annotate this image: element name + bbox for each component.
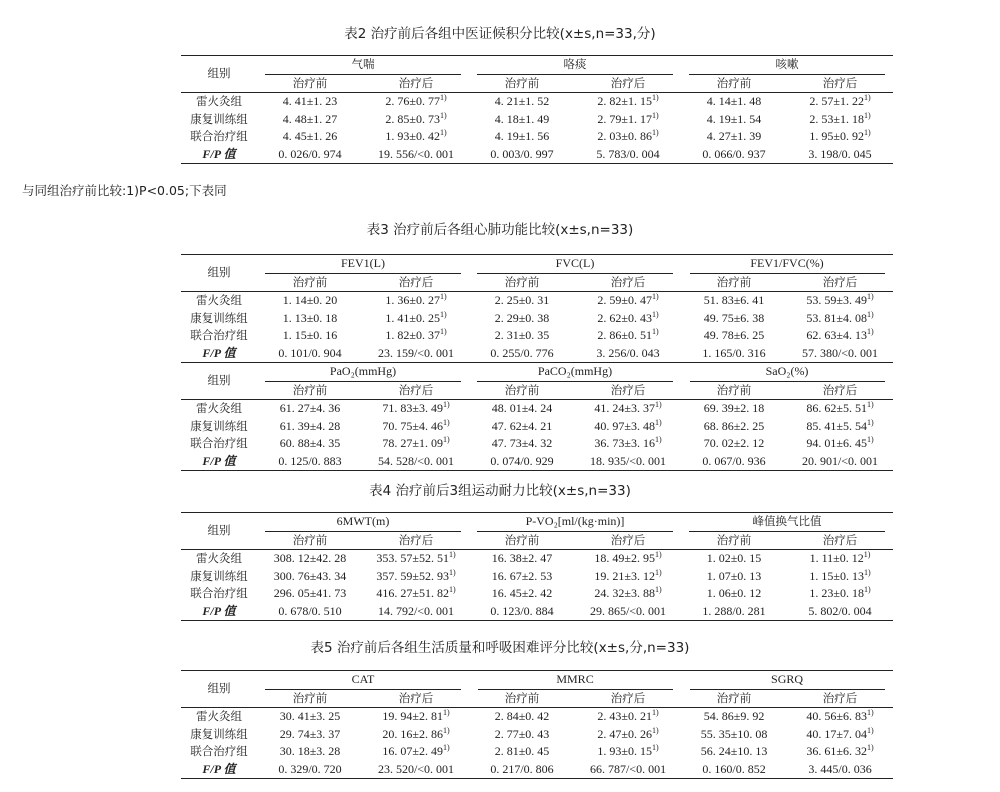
- significance-marker: 1): [651, 708, 659, 717]
- table-cell: 68. 86±2. 25: [703, 418, 765, 433]
- table-cell: 16. 67±2. 53: [491, 568, 553, 583]
- fp-row: [181, 761, 893, 779]
- table-cell: 30. 41±3. 25: [279, 709, 341, 723]
- table-cell: 2. 84±0. 42: [494, 709, 550, 723]
- table-cell: 69. 39±2. 18: [703, 401, 765, 415]
- table-cell: 357. 59±52. 93$^{1)}$: [376, 567, 456, 583]
- table-row: [181, 128, 893, 146]
- table-row: [181, 568, 893, 586]
- significance-marker: 1): [442, 743, 450, 752]
- table-row: [181, 327, 893, 345]
- table-cell: 1. 06±0. 12: [706, 586, 762, 600]
- table-cell: 24. 32±3. 88$^{1)}$: [594, 585, 662, 600]
- fp-value: 1. 165/0. 316: [681, 345, 787, 363]
- before-header: 治疗前: [257, 382, 363, 400]
- after-header: 治疗后: [575, 274, 681, 292]
- significance-marker: 1): [863, 128, 871, 137]
- significance-marker: 1): [439, 110, 447, 120]
- row-group-name: 联合治疗组: [190, 129, 248, 143]
- row-group-name: 雷火灸组: [196, 401, 242, 415]
- significance-marker: 1): [439, 93, 447, 102]
- before-header: 治疗前: [469, 382, 575, 400]
- table-cell: 16. 45±2. 42: [491, 586, 553, 600]
- before-header: 治疗前: [469, 274, 575, 292]
- table-cell: 4. 18±1. 49: [494, 111, 550, 126]
- significance-marker: 1): [654, 585, 662, 594]
- table-cell: 2. 25±0. 31: [494, 293, 550, 307]
- fp-value: 19. 556/<0. 001: [363, 146, 469, 164]
- table-cell: 2. 77±0. 43: [494, 726, 550, 741]
- table-cell: 36. 61±6. 32$^{1)}$: [806, 743, 874, 758]
- col-group-header: P-VO₂[ml/(kg·min)]: [469, 513, 681, 532]
- significance-marker: 1): [448, 550, 456, 559]
- table-cell: 86. 62±5. 51$^{1)}$: [806, 400, 874, 415]
- table-cell: 1. 07±0. 13: [706, 568, 762, 583]
- table-cell: 1. 02±0. 15: [706, 551, 762, 565]
- group-header: 组别: [181, 513, 257, 550]
- table-cell: 2. 03±0. 86$^{1)}$: [597, 128, 659, 143]
- table-row: [181, 111, 893, 129]
- col-group-header: SaO₂(%): [681, 363, 893, 382]
- after-header: 治疗后: [787, 532, 893, 550]
- fp-value: 23. 159/<0. 001: [363, 345, 469, 363]
- table-cell: 62. 63±4. 13$^{1)}$: [806, 327, 874, 342]
- after-header: 治疗后: [787, 274, 893, 292]
- table-row: [181, 585, 893, 603]
- table-cell: 40. 17±7. 04$^{1)}$: [806, 725, 874, 741]
- table-cell: 40. 97±3. 48$^{1)}$: [594, 417, 662, 433]
- col-group-header: FEV1(L): [257, 255, 469, 274]
- significance-marker: 1): [442, 708, 450, 717]
- table3: [181, 254, 893, 471]
- table-cell: 1. 93±0. 15$^{1)}$: [597, 743, 659, 758]
- after-header: 治疗后: [575, 382, 681, 400]
- table-cell: 2. 86±0. 51$^{1)}$: [597, 327, 659, 342]
- row-group-name: 联合治疗组: [190, 586, 248, 600]
- significance-marker: 1): [651, 292, 659, 301]
- row-group-name: 康复训练组: [190, 310, 248, 325]
- table-cell: 53. 59±3. 49$^{1)}$: [806, 292, 874, 307]
- fp-value: 0. 026/0. 974: [257, 146, 363, 164]
- table-cell: 2. 57±1. 22$^{1)}$: [809, 93, 871, 108]
- significance-marker: 1): [439, 309, 447, 319]
- footnote: 与同组治疗前比较:1)P<0.05;下表同: [22, 183, 227, 198]
- fp-label: F/P 值: [181, 453, 257, 471]
- before-header: 治疗前: [681, 532, 787, 550]
- group-header: 组别: [181, 255, 257, 292]
- col-group-header: MMRC: [469, 671, 681, 690]
- fp-value: 0. 066/0. 937: [681, 146, 787, 164]
- significance-marker: 1): [863, 585, 871, 594]
- table-cell: 18. 49±2. 95$^{1)}$: [594, 550, 662, 565]
- significance-marker: 1): [651, 128, 659, 137]
- table-cell: 54. 86±9. 92: [703, 709, 765, 723]
- row-group-name: 康复训练组: [190, 568, 248, 583]
- table-cell: 353. 57±52. 51$^{1)}$: [376, 550, 456, 565]
- table-cell: 19. 21±3. 12$^{1)}$: [594, 567, 662, 583]
- fp-value: 3. 256/0. 043: [575, 345, 681, 363]
- after-header: 治疗后: [363, 382, 469, 400]
- table4-caption: 表4 治疗前后3组运动耐力比较(x±s,n=33): [369, 483, 631, 499]
- significance-marker: 1): [866, 400, 874, 409]
- fp-value: 0. 074/0. 929: [469, 453, 575, 471]
- significance-marker: 1): [442, 400, 450, 409]
- table-cell: 4. 41±1. 23: [282, 94, 338, 108]
- table-cell: 78. 27±1. 09$^{1)}$: [382, 435, 450, 450]
- table-row: [181, 743, 893, 761]
- table-cell: 19. 94±2. 81$^{1)}$: [382, 708, 450, 723]
- table-cell: 2. 31±0. 35: [494, 328, 550, 342]
- significance-marker: 1): [654, 435, 662, 444]
- table-row: [181, 310, 893, 328]
- fp-value: 0. 067/0. 936: [681, 453, 787, 471]
- after-header: 治疗后: [787, 382, 893, 400]
- table-cell: 4. 19±1. 54: [706, 111, 762, 126]
- table-cell: 2. 29±0. 38: [494, 310, 550, 325]
- fp-row: [181, 345, 893, 363]
- significance-marker: 1): [651, 309, 659, 319]
- after-header: 治疗后: [575, 532, 681, 550]
- row-group-name: 康复训练组: [190, 418, 248, 433]
- significance-marker: 1): [442, 725, 450, 735]
- table-cell: 4. 21±1. 52: [494, 94, 550, 108]
- table-row: [181, 435, 893, 453]
- col-group-header: PaO₂(mmHg): [257, 363, 469, 382]
- row-group-name: 康复训练组: [190, 726, 248, 741]
- fp-row: [181, 146, 893, 164]
- significance-marker: 1): [651, 327, 659, 336]
- table-cell: 2. 62±0. 43$^{1)}$: [597, 309, 659, 325]
- table-cell: 1. 15±0. 13$^{1)}$: [809, 567, 871, 583]
- table-cell: 47. 73±4. 32: [491, 436, 553, 450]
- col-group-header: PaCO₂(mmHg): [469, 363, 681, 382]
- table-cell: 2. 59±0. 47$^{1)}$: [597, 292, 659, 307]
- significance-marker: 1): [442, 417, 450, 427]
- before-header: 治疗前: [469, 690, 575, 708]
- fp-value: 0. 003/0. 997: [469, 146, 575, 164]
- table-row: [181, 93, 893, 111]
- significance-marker: 1): [866, 435, 874, 444]
- significance-marker: 1): [439, 327, 447, 336]
- fp-label: F/P 值: [181, 146, 257, 164]
- before-header: 治疗前: [257, 274, 363, 292]
- significance-marker: 1): [654, 550, 662, 559]
- fp-value: 57. 380/<0. 001: [787, 345, 893, 363]
- table-cell: 40. 56±6. 83$^{1)}$: [806, 708, 874, 723]
- table-cell: 300. 76±43. 34: [273, 568, 347, 583]
- table-cell: 60. 88±4. 35: [279, 436, 341, 450]
- table-row: [181, 708, 893, 726]
- table-cell: 51. 83±6. 41: [703, 293, 765, 307]
- before-header: 治疗前: [681, 75, 787, 93]
- table-cell: 1. 36±0. 27$^{1)}$: [385, 292, 447, 307]
- significance-marker: 1): [866, 309, 874, 319]
- table5-caption: 表5 治疗前后各组生活质量和呼吸困难评分比较(x±s,分,n=33): [310, 640, 690, 656]
- group-header: 组别: [181, 363, 257, 400]
- table-cell: 2. 82±1. 15$^{1)}$: [597, 93, 659, 108]
- significance-marker: 1): [863, 110, 871, 120]
- table-row: [181, 726, 893, 744]
- significance-marker: 1): [654, 567, 662, 577]
- table-cell: 4. 19±1. 56: [494, 129, 550, 143]
- table-cell: 2. 43±0. 21$^{1)}$: [597, 708, 659, 723]
- row-group-name: 康复训练组: [190, 111, 248, 126]
- fp-value: 3. 445/0. 036: [787, 761, 893, 779]
- table-cell: 85. 41±5. 54$^{1)}$: [806, 417, 874, 433]
- after-header: 治疗后: [363, 274, 469, 292]
- table-cell: 4. 45±1. 26: [282, 129, 338, 143]
- after-header: 治疗后: [575, 75, 681, 93]
- after-header: 治疗后: [363, 75, 469, 93]
- fp-value: 0. 123/0. 884: [469, 603, 575, 621]
- before-header: 治疗前: [681, 690, 787, 708]
- fp-value: 0. 255/0. 776: [469, 345, 575, 363]
- significance-marker: 1): [651, 743, 659, 752]
- col-group-header: 咳嗽: [681, 56, 893, 75]
- table-cell: 49. 78±6. 25: [703, 328, 765, 342]
- table-cell: 2. 53±1. 18$^{1)}$: [809, 110, 871, 126]
- table-cell: 16. 07±2. 49$^{1)}$: [382, 743, 450, 758]
- table-cell: 36. 73±3. 16$^{1)}$: [594, 435, 662, 450]
- fp-value: 18. 935/<0. 001: [575, 453, 681, 471]
- table-cell: 16. 38±2. 47: [491, 551, 553, 565]
- table-cell: 1. 82±0. 37$^{1)}$: [385, 327, 447, 342]
- significance-marker: 1): [866, 327, 874, 336]
- fp-value: 29. 865/<0. 001: [575, 603, 681, 621]
- fp-value: 0. 160/0. 852: [681, 761, 787, 779]
- table2: [181, 55, 893, 164]
- table-cell: 2. 47±0. 26$^{1)}$: [597, 725, 659, 741]
- significance-marker: 1): [863, 93, 871, 102]
- fp-value: 0. 329/0. 720: [257, 761, 363, 779]
- table-cell: 1. 13±0. 18: [282, 310, 338, 325]
- col-group-header: 咯痰: [469, 56, 681, 75]
- col-group-header: 6MWT(m): [257, 513, 469, 532]
- significance-marker: 1): [651, 93, 659, 102]
- after-header: 治疗后: [363, 690, 469, 708]
- table-cell: 416. 27±51. 82$^{1)}$: [376, 585, 456, 600]
- table-cell: 1. 15±0. 16: [282, 328, 338, 342]
- table-cell: 48. 01±4. 24: [491, 401, 553, 415]
- significance-marker: 1): [442, 435, 450, 444]
- fp-row: [181, 453, 893, 471]
- significance-marker: 1): [651, 110, 659, 120]
- fp-value: 0. 678/0. 510: [257, 603, 363, 621]
- fp-value: 3. 198/0. 045: [787, 146, 893, 164]
- significance-marker: 1): [654, 417, 662, 427]
- row-group-name: 雷火灸组: [196, 293, 242, 307]
- table-cell: 29. 74±3. 37: [279, 726, 341, 741]
- row-group-name: 雷火灸组: [196, 709, 242, 723]
- before-header: 治疗前: [469, 75, 575, 93]
- table-cell: 296. 05±41. 73: [273, 586, 347, 600]
- table-cell: 71. 83±3. 49$^{1)}$: [382, 400, 450, 415]
- significance-marker: 1): [866, 417, 874, 427]
- group-header: 组别: [181, 56, 257, 93]
- significance-marker: 1): [863, 567, 871, 577]
- before-header: 治疗前: [257, 75, 363, 93]
- table-cell: 4. 48±1. 27: [282, 111, 338, 126]
- significance-marker: 1): [654, 400, 662, 409]
- after-header: 治疗后: [787, 75, 893, 93]
- after-header: 治疗后: [363, 532, 469, 550]
- table-cell: 61. 27±4. 36: [279, 401, 341, 415]
- table-cell: 4. 14±1. 48: [706, 94, 762, 108]
- table3-caption: 表3 治疗前后各组心肺功能比较(x±s,n=33): [366, 222, 634, 238]
- table-cell: 30. 18±3. 28: [279, 744, 341, 758]
- table-cell: 1. 95±0. 92$^{1)}$: [809, 128, 871, 143]
- after-header: 治疗后: [575, 690, 681, 708]
- fp-value: 0. 101/0. 904: [257, 345, 363, 363]
- fp-label: F/P 值: [181, 761, 257, 779]
- significance-marker: 1): [867, 743, 874, 752]
- significance-marker: 1): [448, 567, 456, 577]
- table-cell: 20. 16±2. 86$^{1)}$: [382, 725, 450, 741]
- table-cell: 61. 39±4. 28: [279, 418, 341, 433]
- fp-value: 14. 792/<0. 001: [363, 603, 469, 621]
- significance-marker: 1): [448, 585, 456, 594]
- after-header: 治疗后: [787, 690, 893, 708]
- table-cell: 4. 27±1. 39: [706, 129, 762, 143]
- table-cell: 308. 12±42. 28: [273, 551, 347, 565]
- table-cell: 70. 02±2. 12: [703, 436, 765, 450]
- significance-marker: 1): [867, 708, 874, 717]
- row-group-name: 联合治疗组: [190, 436, 248, 450]
- fp-value: 54. 528/<0. 001: [363, 453, 469, 471]
- table-row: [181, 400, 893, 418]
- fp-value: 23. 520/<0. 001: [363, 761, 469, 779]
- significance-marker: 1): [439, 292, 447, 301]
- table2-caption: 表2 治疗前后各组中医证候积分比较(x±s,n=33,分): [344, 26, 656, 42]
- table-cell: 1. 14±0. 20: [282, 293, 338, 307]
- table-cell: 2. 76±0. 77$^{1)}$: [385, 93, 447, 108]
- row-group-name: 雷火灸组: [196, 551, 242, 565]
- row-group-name: 联合治疗组: [190, 328, 248, 342]
- significance-marker: 1): [439, 128, 447, 137]
- group-header: 组别: [181, 671, 257, 708]
- significance-marker: 1): [866, 292, 874, 301]
- table-cell: 1. 23±0. 18$^{1)}$: [809, 585, 871, 600]
- fp-row: [181, 603, 893, 621]
- fp-value: 0. 217/0. 806: [469, 761, 575, 779]
- fp-label: F/P 值: [181, 345, 257, 363]
- significance-marker: 1): [651, 725, 659, 735]
- table-cell: 41. 24±3. 37$^{1)}$: [594, 400, 662, 415]
- before-header: 治疗前: [469, 532, 575, 550]
- table-cell: 1. 93±0. 42$^{1)}$: [385, 128, 447, 143]
- col-group-header: 峰值换气比值: [681, 513, 893, 532]
- fp-value: 5. 802/0. 004: [787, 603, 893, 621]
- significance-marker: 1): [863, 550, 871, 559]
- significance-marker: 1): [867, 725, 874, 735]
- table-cell: 1. 11±0. 12$^{1)}$: [809, 550, 871, 565]
- table-cell: 47. 62±4. 21: [491, 418, 553, 433]
- fp-value: 1. 288/0. 281: [681, 603, 787, 621]
- table5: [181, 670, 893, 779]
- table-row: [181, 550, 893, 568]
- col-group-header: SGRQ: [681, 671, 893, 690]
- table-row: [181, 292, 893, 310]
- before-header: 治疗前: [257, 532, 363, 550]
- table-cell: 1. 41±0. 25$^{1)}$: [385, 309, 447, 325]
- fp-value: 5. 783/0. 004: [575, 146, 681, 164]
- before-header: 治疗前: [257, 690, 363, 708]
- table-cell: 56. 24±10. 13: [700, 744, 768, 758]
- table4: [181, 512, 893, 621]
- fp-value: 66. 787/<0. 001: [575, 761, 681, 779]
- row-group-name: 雷火灸组: [196, 94, 242, 108]
- fp-label: F/P 值: [181, 603, 257, 621]
- col-group-header: CAT: [257, 671, 469, 690]
- before-header: 治疗前: [681, 274, 787, 292]
- fp-value: 20. 901/<0. 001: [787, 453, 893, 471]
- before-header: 治疗前: [681, 382, 787, 400]
- table-cell: 94. 01±6. 45$^{1)}$: [806, 435, 874, 450]
- col-group-header: 气喘: [257, 56, 469, 75]
- row-group-name: 联合治疗组: [190, 744, 248, 758]
- fp-value: 0. 125/0. 883: [257, 453, 363, 471]
- table-cell: 2. 81±0. 45: [494, 744, 550, 758]
- col-group-header: FVC(L): [469, 255, 681, 274]
- table-cell: 70. 75±4. 46$^{1)}$: [382, 417, 450, 433]
- table-cell: 55. 35±10. 08: [700, 726, 768, 741]
- table-cell: 53. 81±4. 08$^{1)}$: [806, 309, 874, 325]
- col-group-header: FEV1/FVC(%): [681, 255, 893, 274]
- table-cell: 2. 79±1. 17$^{1)}$: [597, 110, 659, 126]
- table-cell: 2. 85±0. 73$^{1)}$: [385, 110, 447, 126]
- table-row: [181, 418, 893, 436]
- table-cell: 49. 75±6. 38: [703, 310, 765, 325]
